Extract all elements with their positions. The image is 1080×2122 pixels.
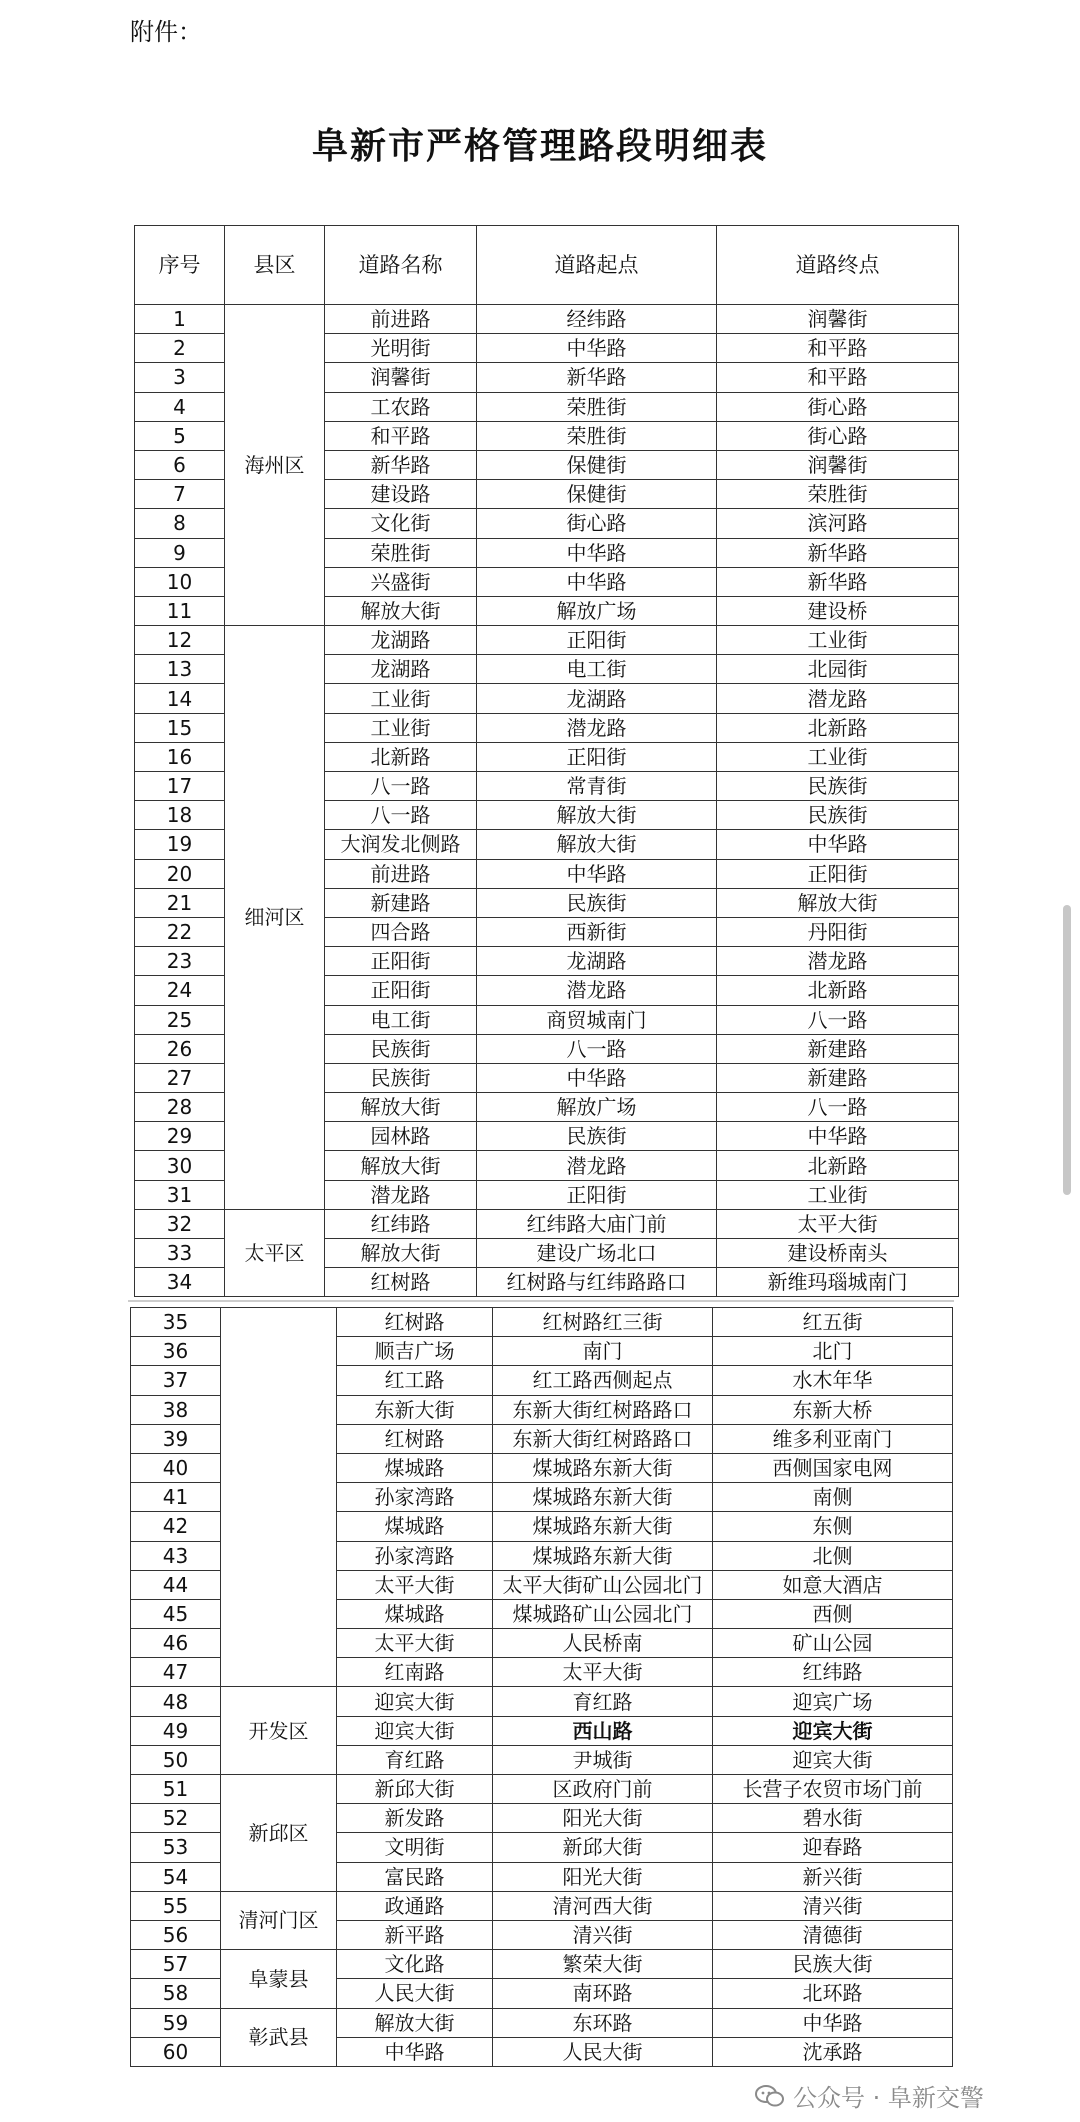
cell-road-end: 中华路: [717, 1122, 959, 1151]
cell-road-name: 新平路: [337, 1920, 493, 1949]
cell-road-start: 东新大街红树路路口: [493, 1424, 713, 1453]
cell-road-name: 荣胜街: [325, 538, 477, 567]
cell-road-start: 中华路: [477, 1063, 717, 1092]
cell-index: 22: [135, 917, 225, 946]
cell-road-end: 解放大街: [717, 888, 959, 917]
cell-index: 43: [131, 1541, 221, 1570]
cell-road-end: 滨河路: [717, 509, 959, 538]
cell-road-name: 八一路: [325, 772, 477, 801]
cell-road-end: 水木年华: [713, 1366, 953, 1395]
cell-district: [221, 1308, 337, 1687]
cell-road-name: 解放大街: [325, 596, 477, 625]
header-road-end: 道路终点: [717, 226, 959, 305]
cell-road-end: 建设桥南头: [717, 1239, 959, 1268]
watermark: [755, 2078, 984, 2113]
cell-road-start: 新邱大街: [493, 1833, 713, 1862]
cell-index: 45: [131, 1599, 221, 1628]
cell-index: 6: [135, 450, 225, 479]
cell-index: 17: [135, 772, 225, 801]
cell-road-end: 潜龙路: [717, 947, 959, 976]
cell-road-start: 潜龙路: [477, 713, 717, 742]
cell-index: 26: [135, 1034, 225, 1063]
cell-road-end: 新华路: [717, 567, 959, 596]
cell-road-name: 文化路: [337, 1950, 493, 1979]
cell-index: 36: [131, 1337, 221, 1366]
cell-district: 细河区: [225, 626, 325, 1210]
page-title: 阜新市严格管理路段明细表: [311, 126, 768, 167]
cell-road-name: 前进路: [325, 305, 477, 334]
cell-road-start: 荣胜街: [477, 421, 717, 450]
cell-road-end: 北环路: [713, 1979, 953, 2008]
cell-index: 42: [131, 1512, 221, 1541]
cell-road-name: 正阳街: [325, 976, 477, 1005]
cell-index: 54: [131, 1862, 221, 1891]
cell-road-end: 民族街: [717, 772, 959, 801]
cell-road-name: 中华路: [337, 2037, 493, 2066]
cell-road-name: 新邱大街: [337, 1775, 493, 1804]
cell-road-end: 西侧国家电网: [713, 1453, 953, 1482]
cell-road-end: 长营子农贸市场门前: [713, 1775, 953, 1804]
cell-index: 9: [135, 538, 225, 567]
cell-road-name: 工业街: [325, 684, 477, 713]
cell-road-end: 新华路: [717, 538, 959, 567]
cell-district: 新邱区: [221, 1775, 337, 1892]
cell-road-end: 迎春路: [713, 1833, 953, 1862]
scrollbar[interactable]: [1063, 905, 1071, 1195]
attachment-label: 附件：: [130, 18, 202, 46]
cell-road-end: 北新路: [717, 713, 959, 742]
cell-index: 14: [135, 684, 225, 713]
cell-index: 41: [131, 1483, 221, 1512]
cell-road-name: 孙家湾路: [337, 1483, 493, 1512]
cell-index: 19: [135, 830, 225, 859]
cell-road-start: 太平大街矿山公园北门: [493, 1570, 713, 1599]
cell-road-start: 保健街: [477, 480, 717, 509]
cell-road-start: 尹城街: [493, 1745, 713, 1774]
cell-road-end: 和平路: [717, 363, 959, 392]
cell-index: 4: [135, 392, 225, 421]
cell-road-name: 龙湖路: [325, 655, 477, 684]
cell-road-name: 迎宾大街: [337, 1716, 493, 1745]
cell-index: 5: [135, 421, 225, 450]
cell-road-start: 民族街: [477, 1122, 717, 1151]
cell-road-name: 工业街: [325, 713, 477, 742]
cell-index: 10: [135, 567, 225, 596]
cell-road-name: 工农路: [325, 392, 477, 421]
cell-index: 16: [135, 742, 225, 771]
cell-road-start: 东新大街红树路路口: [493, 1395, 713, 1424]
cell-index: 33: [135, 1239, 225, 1268]
cell-road-start: 龙湖路: [477, 947, 717, 976]
cell-index: 59: [131, 2008, 221, 2037]
cell-road-name: 新发路: [337, 1804, 493, 1833]
cell-road-end: 清兴街: [713, 1891, 953, 1920]
table-row: [135, 626, 959, 655]
cell-road-start: 阳光大街: [493, 1804, 713, 1833]
cell-road-name: 红南路: [337, 1658, 493, 1687]
cell-road-end: 东侧: [713, 1512, 953, 1541]
cell-road-start: 解放广场: [477, 596, 717, 625]
cell-index: 60: [131, 2037, 221, 2066]
cell-road-name: 北新路: [325, 742, 477, 771]
cell-road-name: 新建路: [325, 888, 477, 917]
cell-road-start: 阳光大街: [493, 1862, 713, 1891]
cell-district: 清河门区: [221, 1891, 337, 1949]
cell-road-name: 煤城路: [337, 1512, 493, 1541]
cell-road-end: 潜龙路: [717, 684, 959, 713]
cell-road-start: 人民大街: [493, 2037, 713, 2066]
cell-road-start: 中华路: [477, 334, 717, 363]
cell-road-name: 迎宾大街: [337, 1687, 493, 1716]
cell-road-name: 顺吉广场: [337, 1337, 493, 1366]
cell-road-start: 正阳街: [477, 742, 717, 771]
cell-index: 50: [131, 1745, 221, 1774]
table-row: [131, 1308, 953, 1337]
cell-road-end: 迎宾大街: [713, 1716, 953, 1745]
cell-index: 55: [131, 1891, 221, 1920]
cell-index: 31: [135, 1180, 225, 1209]
cell-index: 39: [131, 1424, 221, 1453]
header-road-name: 道路名称: [325, 226, 477, 305]
cell-road-start: 煤城路矿山公园北门: [493, 1599, 713, 1628]
cell-road-end: 丹阳街: [717, 917, 959, 946]
cell-road-name: 园林路: [325, 1122, 477, 1151]
cell-road-end: 建设桥: [717, 596, 959, 625]
cell-index: 46: [131, 1629, 221, 1658]
cell-index: 27: [135, 1063, 225, 1092]
cell-road-end: 工业街: [717, 742, 959, 771]
cell-road-name: 电工街: [325, 1005, 477, 1034]
cell-road-end: 北园街: [717, 655, 959, 684]
cell-index: 20: [135, 859, 225, 888]
cell-road-start: 商贸城南门: [477, 1005, 717, 1034]
cell-road-start: 解放广场: [477, 1093, 717, 1122]
cell-road-start: 八一路: [477, 1034, 717, 1063]
cell-district: 太平区: [225, 1209, 325, 1297]
table-row: [131, 1950, 953, 1979]
cell-road-end: 润馨街: [717, 305, 959, 334]
table-row: [131, 1891, 953, 1920]
cell-index: 49: [131, 1716, 221, 1745]
cell-index: 30: [135, 1151, 225, 1180]
cell-index: 40: [131, 1453, 221, 1482]
roads-table-part-1: [134, 225, 959, 1297]
cell-road-end: 新维玛瑙城南门: [717, 1268, 959, 1297]
cell-road-start: 繁荣大街: [493, 1950, 713, 1979]
cell-index: 2: [135, 334, 225, 363]
cell-road-end: 南侧: [713, 1483, 953, 1512]
table-row: [135, 305, 959, 334]
cell-road-start: 煤城路东新大街: [493, 1541, 713, 1570]
cell-index: 51: [131, 1775, 221, 1804]
cell-road-end: 北侧: [713, 1541, 953, 1570]
cell-road-end: 民族街: [717, 801, 959, 830]
cell-road-end: 矿山公园: [713, 1629, 953, 1658]
cell-road-name: 新华路: [325, 450, 477, 479]
cell-road-name: 解放大街: [325, 1093, 477, 1122]
cell-road-start: 红纬路大庙门前: [477, 1209, 717, 1238]
cell-road-name: 太平大街: [337, 1629, 493, 1658]
cell-index: 28: [135, 1093, 225, 1122]
cell-index: 13: [135, 655, 225, 684]
cell-road-name: 孙家湾路: [337, 1541, 493, 1570]
cell-road-start: 区政府门前: [493, 1775, 713, 1804]
cell-road-name: 兴盛街: [325, 567, 477, 596]
cell-index: 52: [131, 1804, 221, 1833]
header-road-start: 道路起点: [477, 226, 717, 305]
cell-road-name: 人民大街: [337, 1979, 493, 2008]
cell-road-name: 煤城路: [337, 1599, 493, 1628]
cell-road-end: 中华路: [713, 2008, 953, 2037]
cell-road-end: 润馨街: [717, 450, 959, 479]
cell-road-name: 民族街: [325, 1034, 477, 1063]
cell-index: 11: [135, 596, 225, 625]
cell-road-start: 潜龙路: [477, 976, 717, 1005]
cell-road-start: 清兴街: [493, 1920, 713, 1949]
cell-road-name: 解放大街: [337, 2008, 493, 2037]
cell-road-end: 如意大酒店: [713, 1570, 953, 1599]
cell-road-start: 煤城路东新大街: [493, 1512, 713, 1541]
cell-index: 18: [135, 801, 225, 830]
table-row: [131, 1687, 953, 1716]
cell-index: 53: [131, 1833, 221, 1862]
cell-road-start: 南环路: [493, 1979, 713, 2008]
cell-road-end: 红纬路: [713, 1658, 953, 1687]
cell-road-start: 东环路: [493, 2008, 713, 2037]
cell-road-name: 育红路: [337, 1745, 493, 1774]
roads-table-part-2: [130, 1307, 953, 2067]
cell-road-start: 龙湖路: [477, 684, 717, 713]
cell-road-end: 和平路: [717, 334, 959, 363]
cell-road-name: 太平大街: [337, 1570, 493, 1599]
table-row: [131, 2008, 953, 2037]
cell-index: 35: [131, 1308, 221, 1337]
cell-road-end: 新兴街: [713, 1862, 953, 1891]
cell-road-name: 富民路: [337, 1862, 493, 1891]
cell-road-start: 解放大街: [477, 830, 717, 859]
cell-road-end: 北新路: [717, 976, 959, 1005]
cell-road-name: 建设路: [325, 480, 477, 509]
cell-road-start: 红工路西侧起点: [493, 1366, 713, 1395]
watermark-text: 公众号 · 阜新交警: [793, 2084, 984, 2112]
cell-road-name: 文明街: [337, 1833, 493, 1862]
cell-road-name: 红树路: [325, 1268, 477, 1297]
cell-road-start: 中华路: [477, 538, 717, 567]
cell-road-end: 东新大桥: [713, 1395, 953, 1424]
cell-road-name: 润馨街: [325, 363, 477, 392]
cell-road-end: 正阳街: [717, 859, 959, 888]
cell-index: 58: [131, 1979, 221, 2008]
cell-road-start: 民族街: [477, 888, 717, 917]
cell-road-name: 解放大街: [325, 1239, 477, 1268]
cell-road-end: 迎宾大街: [713, 1745, 953, 1774]
cell-road-start: 育红路: [493, 1687, 713, 1716]
wechat-icon: [755, 2084, 785, 2108]
cell-index: 47: [131, 1658, 221, 1687]
page-divider: [128, 1300, 954, 1302]
cell-road-end: 清德街: [713, 1920, 953, 1949]
cell-index: 3: [135, 363, 225, 392]
cell-road-end: 迎宾广场: [713, 1687, 953, 1716]
cell-road-name: 潜龙路: [325, 1180, 477, 1209]
cell-road-end: 街心路: [717, 421, 959, 450]
cell-road-name: 东新大街: [337, 1395, 493, 1424]
cell-index: 23: [135, 947, 225, 976]
cell-road-end: 西侧: [713, 1599, 953, 1628]
cell-road-end: 中华路: [717, 830, 959, 859]
cell-road-name: 八一路: [325, 801, 477, 830]
cell-road-name: 红树路: [337, 1308, 493, 1337]
header-index: 序号: [135, 226, 225, 305]
cell-index: 37: [131, 1366, 221, 1395]
cell-road-start: 保健街: [477, 450, 717, 479]
cell-road-start: 荣胜街: [477, 392, 717, 421]
cell-road-name: 红工路: [337, 1366, 493, 1395]
cell-road-start: 电工街: [477, 655, 717, 684]
cell-road-name: 解放大街: [325, 1151, 477, 1180]
cell-road-name: 红树路: [337, 1424, 493, 1453]
cell-road-end: 工业街: [717, 1180, 959, 1209]
cell-district: 彰武县: [221, 2008, 337, 2066]
cell-index: 34: [135, 1268, 225, 1297]
table-row: [131, 1775, 953, 1804]
cell-road-name: 大润发北侧路: [325, 830, 477, 859]
cell-road-start: 常青街: [477, 772, 717, 801]
cell-road-start: 新华路: [477, 363, 717, 392]
cell-road-name: 前进路: [325, 859, 477, 888]
cell-index: 1: [135, 305, 225, 334]
cell-road-end: 八一路: [717, 1005, 959, 1034]
cell-road-name: 和平路: [325, 421, 477, 450]
cell-district: 阜蒙县: [221, 1950, 337, 2008]
cell-road-end: 北门: [713, 1337, 953, 1366]
cell-road-end: 太平大街: [717, 1209, 959, 1238]
cell-road-end: 红五街: [713, 1308, 953, 1337]
cell-road-start: 南门: [493, 1337, 713, 1366]
cell-index: 56: [131, 1920, 221, 1949]
cell-index: 25: [135, 1005, 225, 1034]
cell-road-start: 清河西大街: [493, 1891, 713, 1920]
cell-road-start: 潜龙路: [477, 1151, 717, 1180]
cell-road-start: 建设广场北口: [477, 1239, 717, 1268]
cell-index: 38: [131, 1395, 221, 1424]
cell-index: 24: [135, 976, 225, 1005]
cell-road-name: 光明街: [325, 334, 477, 363]
cell-road-end: 八一路: [717, 1093, 959, 1122]
cell-road-name: 正阳街: [325, 947, 477, 976]
cell-road-start: 正阳街: [477, 1180, 717, 1209]
cell-road-start: 西新街: [477, 917, 717, 946]
table-row: [135, 1209, 959, 1238]
cell-road-end: 沈承路: [713, 2037, 953, 2066]
cell-road-start: 煤城路东新大街: [493, 1453, 713, 1482]
cell-road-end: 街心路: [717, 392, 959, 421]
cell-road-name: 红纬路: [325, 1209, 477, 1238]
cell-road-name: 龙湖路: [325, 626, 477, 655]
cell-index: 15: [135, 713, 225, 742]
cell-road-end: 新建路: [717, 1034, 959, 1063]
cell-index: 48: [131, 1687, 221, 1716]
cell-index: 32: [135, 1209, 225, 1238]
cell-road-name: 煤城路: [337, 1453, 493, 1482]
header-district: 县区: [225, 226, 325, 305]
cell-road-start: 煤城路东新大街: [493, 1483, 713, 1512]
cell-district: 开发区: [221, 1687, 337, 1775]
cell-index: 44: [131, 1570, 221, 1599]
cell-road-start: 街心路: [477, 509, 717, 538]
cell-road-end: 荣胜街: [717, 480, 959, 509]
cell-road-end: 维多利亚南门: [713, 1424, 953, 1453]
cell-road-name: 政通路: [337, 1891, 493, 1920]
cell-road-name: 文化街: [325, 509, 477, 538]
cell-index: 29: [135, 1122, 225, 1151]
cell-index: 57: [131, 1950, 221, 1979]
cell-road-end: 新建路: [717, 1063, 959, 1092]
cell-road-start: 经纬路: [477, 305, 717, 334]
cell-index: 21: [135, 888, 225, 917]
cell-road-start: 人民桥南: [493, 1629, 713, 1658]
cell-road-end: 民族大街: [713, 1950, 953, 1979]
cell-road-start: 中华路: [477, 567, 717, 596]
cell-index: 12: [135, 626, 225, 655]
cell-road-start: 红树路红三街: [493, 1308, 713, 1337]
cell-district: 海州区: [225, 305, 325, 626]
cell-road-start: 解放大街: [477, 801, 717, 830]
cell-road-end: 北新路: [717, 1151, 959, 1180]
cell-index: 8: [135, 509, 225, 538]
cell-road-start: 正阳街: [477, 626, 717, 655]
cell-road-end: 工业街: [717, 626, 959, 655]
cell-road-start: 红树路与红纬路路口: [477, 1268, 717, 1297]
cell-road-name: 民族街: [325, 1063, 477, 1092]
cell-road-start: 太平大街: [493, 1658, 713, 1687]
cell-index: 7: [135, 480, 225, 509]
cell-road-start: 西山路: [493, 1716, 713, 1745]
cell-road-name: 四合路: [325, 917, 477, 946]
cell-road-end: 碧水街: [713, 1804, 953, 1833]
cell-road-start: 中华路: [477, 859, 717, 888]
